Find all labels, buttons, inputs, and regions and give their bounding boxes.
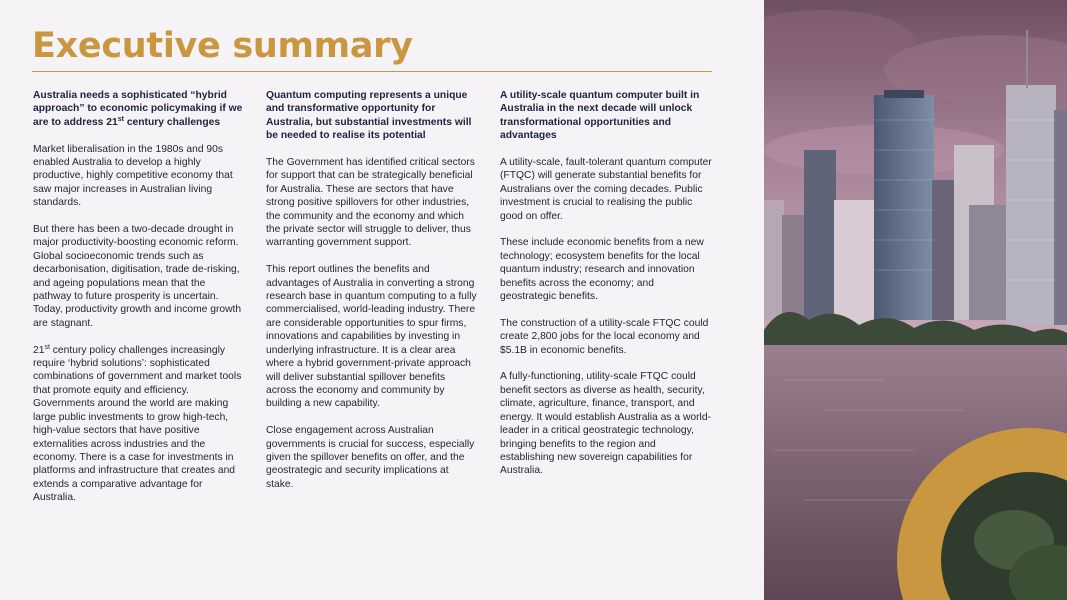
column-2-lead: Quantum computing represents a unique and transformative opportunity for Australia, but substantial investments will be needed to realise its potential [266,90,472,142]
summary-column-3 [500,89,712,491]
summary-column-2 [266,89,478,505]
column-3-paragraph: These include economic benefits from a new technology; ecosystem benefits for the local quantum industry; research and innovation benefits across the economy; and geostrategic benefits. [500,237,704,303]
building [932,180,954,320]
column-1-paragraph: 21st century policy challenges increasingly require ‘hybrid solutions’: sophisticated combinations of government and market tools that promote equity and efficiency. Governments around the world are making large public investments to grow high-tech, high-value sectors that have positive externalities across industries and the economy. There is a case for investments in platforms and infrastructure that creates and extends a comparative advantage for Australia. [33,343,242,504]
column-3-paragraph: The construction of a utility-scale FTQC could create 2,800 jobs for the local economy and $5.1B in economic benefits. [500,317,709,356]
building [782,215,804,320]
building [874,95,934,320]
column-2-paragraph: Close engagement across Australian governments is crucial for success, especially given the spillover benefits on offer, and the geostrategic and security implications at stake. [266,425,475,490]
building [804,150,836,320]
column-3-paragraph: A utility-scale, fault-tolerant quantum computer (FTQC) will generate substantial benefits for Australians over the coming decades. Public investment is crucial to realising the public good on offer. [500,157,712,222]
building [1054,110,1067,325]
building-crown [884,90,924,98]
city-skyline-photo [764,0,1067,600]
column-2-paragraph: The Government has identified critical sectors for support that can be strategically beneficial for Australia. These are sectors that have strong positive spillovers for other industries, the community and the economy and which the private sector will struggle to deliver, thus warranting government support. [266,157,475,249]
column-1-paragraph: Market liberalisation in the 1980s and 90s enabled Australia to develop a highly productive, highly competitive economy that saw major increases in Australian living standards. [33,143,233,209]
column-3-lead: A utility-scale quantum computer built in Australia in the next decade will unlock transformational opportunities and advantages [500,90,700,142]
page-title: Executive summary [32,26,413,66]
building [764,200,784,320]
column-3-paragraph: A fully-functioning, utility-scale FTQC could benefit sectors as diverse as health, security, climate, agriculture, finance, transport, and energy. It would establish Australia as a world-leader in a critical geostrategic technology, bringing benefits to the region and establishing new sovereign capabilities for Australia. [500,371,712,477]
column-1-paragraph: But there has been a two-decade drought in major productivity-boosting economic reform. Global socioeconomic trends such as decarbonisation, digitisation, trade de-risking, and ageing populations mean that the pathway to future prosperity is uncertain. Today, productivity growth and income growth are stagnant. [33,224,242,329]
column-1-lead: Australia needs a sophisticated “hybrid approach” to economic policymaking if we are to address 21st century challenges [33,90,243,128]
building [834,200,876,330]
column-2-paragraph: This report outlines the benefits and advantages of Australia in converting a strong research base in quantum computing to a fully commercialised, world-leading industry. There are considerable opportunities to spur firms, innovations and capabilities by investing in underlying infrastructure. It is a clear area where a hybrid government-private approach will deliver substantial spillover benefits across the economy and community by building a new capability. [266,264,477,410]
skyline-illustration [764,0,1067,600]
building [1006,85,1056,325]
summary-column-1 [33,89,245,518]
title-divider [32,71,712,72]
antenna [1026,30,1028,88]
building [969,205,1009,320]
